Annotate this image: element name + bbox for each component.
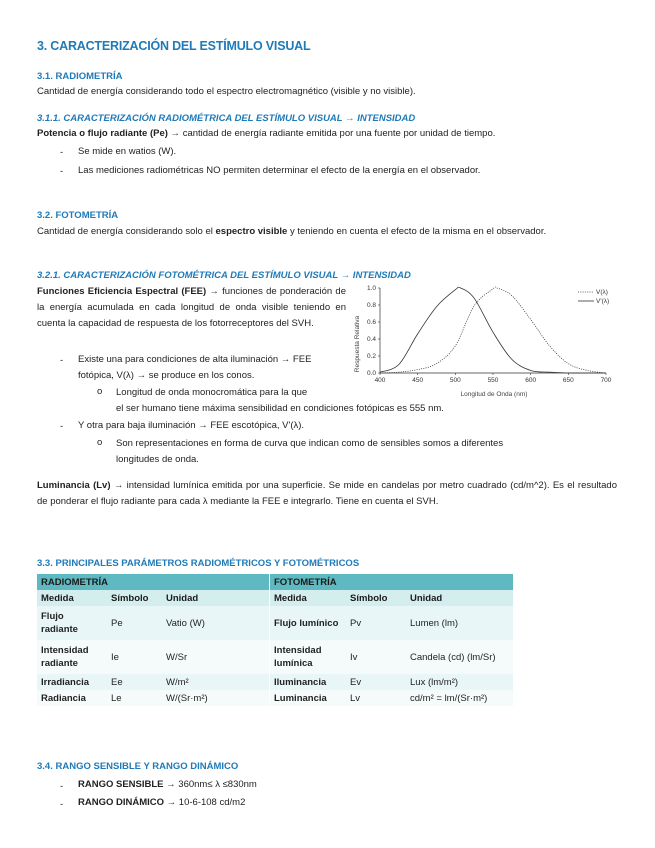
dynamic-range-bullet: [78, 795, 245, 811]
chart-x-tick-label: 700: [600, 377, 612, 384]
table-row: [37, 674, 513, 690]
parameters-table: [37, 574, 513, 706]
table-cell: Radiancia: [37, 690, 107, 706]
column-header: Símbolo: [107, 590, 162, 606]
photometry-desc-part2: y teniendo en cuenta el efecto de la misma en el observador.: [287, 226, 547, 237]
column-header: Unidad: [162, 590, 270, 606]
bullet-dash: -: [60, 166, 64, 177]
section-title: 3. CARACTERIZACIÓN DEL ESTÍMULO VISUAL: [37, 39, 311, 53]
bullet-dash: -: [60, 799, 64, 810]
table-cell: Lux (lm/m²): [406, 674, 513, 690]
chart-series-line: [380, 287, 606, 373]
fee-paragraph: [37, 284, 346, 332]
chart-series-line: [380, 287, 606, 373]
bullet-dash: -: [60, 147, 64, 158]
photometry-heading: 3.2. FOTOMETRÍA: [37, 210, 119, 221]
table-cell: Le: [107, 690, 162, 706]
chart-legend-label: V(λ): [596, 289, 608, 297]
radiometry-column-group: RADIOMETRÍA: [37, 574, 270, 590]
sub-bullet-circle: o: [97, 386, 103, 397]
photometry-column-group: FOTOMETRÍA: [270, 574, 514, 590]
chart-series: [380, 287, 606, 373]
luminance-term: Luminancia (Lv): [37, 480, 111, 491]
table-cell: Irradiancia: [37, 674, 107, 690]
chart-x-tick-label: 550: [487, 377, 499, 384]
scotopic-bullet: Y otra para baja iluminación → FEE escotópica, V'(λ).: [78, 420, 305, 431]
table-cell: W/Sr: [162, 640, 270, 674]
visible-spectrum-term: espectro visible: [215, 226, 288, 237]
chart-x-tick-label: 450: [412, 377, 424, 384]
chart-legend: [578, 289, 609, 305]
photometric-intensity-heading: 3.2.1. CARACTERIZACIÓN FOTOMÉTRICA DEL ESTÍMULO VISUAL → INTENSIDAD: [37, 270, 411, 281]
chart-axes: [367, 285, 612, 384]
bullet-dash: -: [60, 781, 64, 792]
table-cell: Lv: [346, 690, 406, 706]
table-cell: Candela (cd) (lm/Sr): [406, 640, 513, 674]
table-group-header: [37, 574, 513, 590]
photometry-desc-part1: Cantidad de energía considerando solo el: [37, 226, 216, 237]
photopic-bullet-line1: Existe una para condiciones de alta iluminación → FEE: [78, 354, 312, 365]
chart-y-axis-label: Respuesta Relativa: [354, 315, 361, 373]
chart-y-tick-label: 0.8: [366, 302, 376, 309]
scotopic-sub-bullet-line1: Son representaciones en forma de curva que indican como de sensibles somos a diferentes: [116, 438, 504, 449]
table-cell: Ev: [346, 674, 406, 690]
column-header: Unidad: [406, 590, 513, 606]
dynamic-range-value: → 10-6-108 cd/m2: [164, 797, 246, 808]
table-cell: Iv: [346, 640, 406, 674]
radiant-power-term: Potencia o flujo radiante (Pe): [37, 128, 168, 139]
chart-y-tick-label: 1.0: [366, 285, 376, 292]
table-row: [37, 640, 513, 674]
bullet-dash: -: [60, 421, 64, 432]
table-row: [37, 690, 513, 706]
chart-x-tick-label: 650: [562, 377, 574, 384]
table-cell: Pv: [346, 606, 406, 640]
photopic-sub-bullet-line2: el ser humano tiene máxima sensibilidad en condiciones fotópicas es 555 nm.: [116, 403, 444, 414]
dynamic-range-term: RANGO DINÁMICO: [78, 797, 165, 808]
radiometry-heading: 3.1. RADIOMETRÍA: [37, 71, 123, 82]
column-header: Símbolo: [346, 590, 406, 606]
table-cell: Flujo lumínico: [270, 606, 347, 640]
table-cell: Flujo radiante: [37, 606, 107, 640]
photopic-bullet-line2: fotópica, V(λ) → se produce en los conos.: [78, 370, 255, 381]
radiant-power-paragraph: [37, 126, 627, 142]
chart-y-tick-label: 0.4: [366, 336, 376, 343]
bullet-dash: -: [60, 355, 64, 366]
chart-x-tick-label: 500: [449, 377, 461, 384]
radiometry-bullet-2: Las mediciones radiométricas NO permiten determinar el efecto de la energía en el observador.: [78, 165, 481, 176]
column-header: Medida: [37, 590, 107, 606]
table-cell: Lumen (lm): [406, 606, 513, 640]
photopic-sub-bullet-line1: Longitud de onda monocromática para la que: [116, 387, 308, 398]
chart-y-tick-label: 0.2: [366, 353, 376, 360]
table-cell: Ie: [107, 640, 162, 674]
table-cell: Ee: [107, 674, 162, 690]
chart-y-tick-label: 0.0: [366, 370, 376, 377]
luminance-definition: → intensidad lumínica emitida por una superficie. Se mide en candelas por metro cuadrado (cd/m^2). Es el resultado de ponderar el flujo radiante para cada λ mediante la FEE e integrarlo. Tiene en cuenta el SVH.: [37, 480, 617, 507]
table-cell: Vatio (W): [162, 606, 270, 640]
spectral-efficiency-chart: [350, 282, 618, 400]
luminance-paragraph: [37, 478, 617, 510]
table-row: [37, 606, 513, 640]
fee-term: Funciones Eficiencia Espectral (FEE): [37, 286, 207, 297]
table-cell: W/m²: [162, 674, 270, 690]
sensitive-range-bullet: [78, 777, 257, 793]
table-cell: cd/m² = lm/(Sr·m²): [406, 690, 513, 706]
table-column-header: [37, 590, 513, 606]
table-cell: Intensidad lumínica: [270, 640, 347, 674]
scotopic-sub-bullet-line2: longitudes de onda.: [116, 454, 199, 465]
chart-x-axis-label: Longitud de Onda (nm): [460, 391, 528, 398]
radiant-power-definition: → cantidad de energía radiante emitida por una fuente por unidad de tiempo.: [167, 128, 496, 139]
chart-x-tick-label: 400: [374, 377, 386, 384]
radiometric-intensity-heading: 3.1.1. CARACTERIZACIÓN RADIOMÉTRICA DEL ESTÍMULO VISUAL → INTENSIDAD: [37, 113, 416, 124]
radiometry-bullet-1: Se mide en watios (W).: [78, 146, 177, 157]
sub-bullet-circle: o: [97, 437, 103, 448]
column-header: Medida: [270, 590, 347, 606]
photometry-description: [37, 224, 617, 240]
sensitive-range-value: → 360nm≤ λ ≤830nm: [163, 779, 257, 790]
table-cell: Pe: [107, 606, 162, 640]
table-cell: W/(Sr·m²): [162, 690, 270, 706]
table-cell: Intensidad radiante: [37, 640, 107, 674]
chart-x-tick-label: 600: [525, 377, 537, 384]
sensitive-range-term: RANGO SENSIBLE: [78, 779, 164, 790]
chart-y-tick-label: 0.6: [366, 319, 376, 326]
range-heading: 3.4. RANGO SENSIBLE Y RANGO DINÁMICO: [37, 761, 239, 772]
table-cell: Iluminancia: [270, 674, 347, 690]
radiometry-description: Cantidad de energía considerando todo el espectro electromagnético (visible y no visible).: [37, 86, 416, 97]
chart-legend-label: V'(λ): [596, 298, 610, 306]
fee-definition: → funciones de ponderación de la energía acumulada en cada longitud de onda visible teniendo en cuenta la capacidad de respuesta de los fotorreceptores del SVH.: [37, 286, 346, 329]
table-cell: Luminancia: [270, 690, 347, 706]
parameters-heading: 3.3. PRINCIPALES PARÁMETROS RADIOMÉTRICOS Y FOTOMÉTRICOS: [37, 558, 360, 569]
